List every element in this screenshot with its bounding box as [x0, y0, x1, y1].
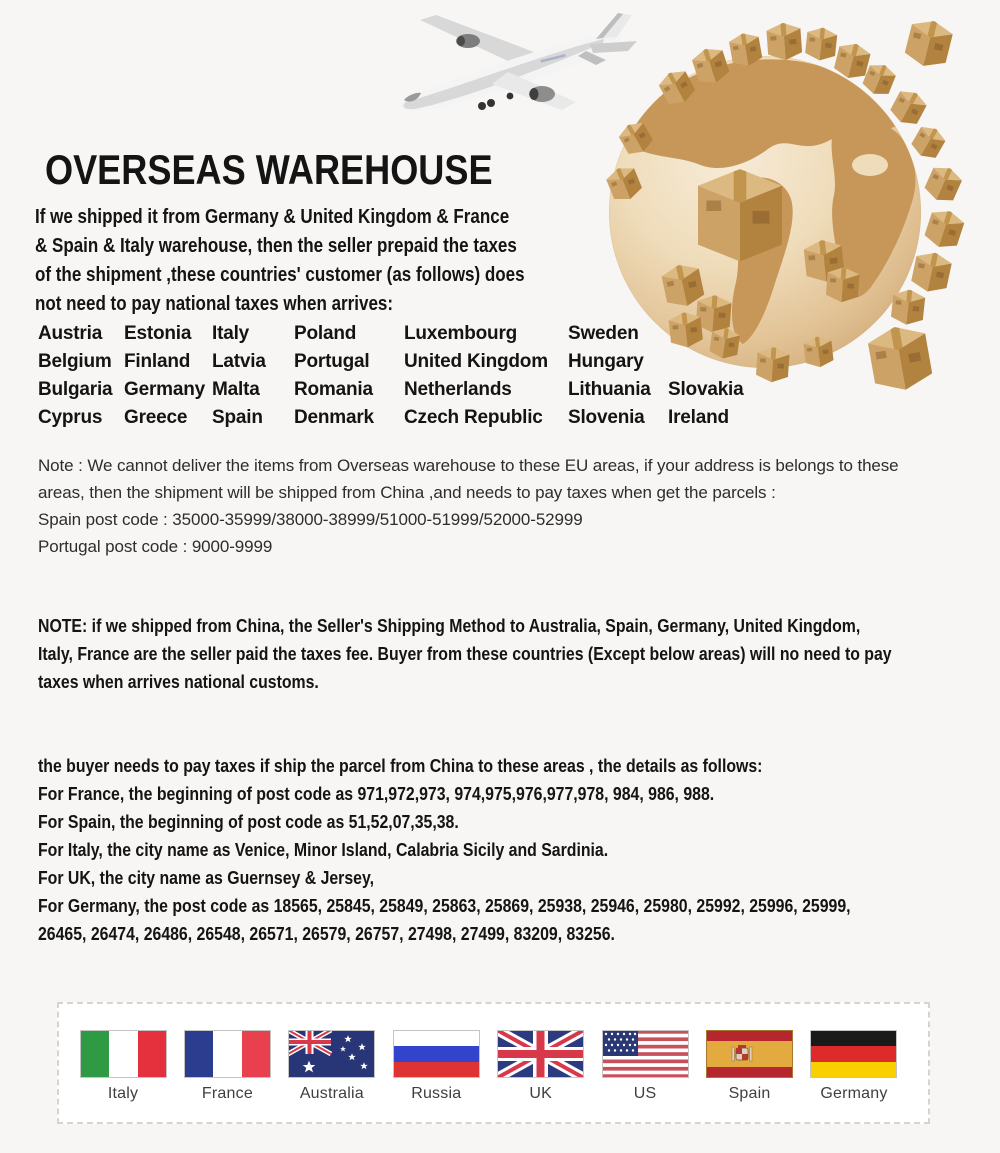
note-line: areas, then the shipment will be shipped from China ,and needs to pay taxes when get the parcels :: [38, 483, 776, 502]
country: Slovakia: [668, 379, 744, 400]
countries-grid: [38, 320, 744, 432]
flag-label: Germany: [820, 1085, 888, 1102]
country: Cyprus: [38, 407, 103, 428]
country: Austria: [38, 323, 103, 344]
country: Hungary: [568, 351, 644, 372]
note-line: For Italy, the city name as Venice, Minor Island, Calabria Sicily and Sardinia.: [38, 840, 609, 860]
flag-label: Australia: [299, 1085, 364, 1102]
intro-line: & Spain & Italy warehouse, then the seller prepaid the taxes: [35, 235, 517, 257]
country: Poland: [294, 323, 357, 344]
country: Estonia: [124, 323, 192, 344]
flag-label: Italy: [107, 1085, 139, 1102]
intro-paragraph: [35, 203, 525, 319]
country: Belgium: [38, 351, 112, 372]
russia-flag-icon: [393, 1030, 480, 1078]
flag-item-uk: [497, 1030, 585, 1103]
flag-item-germany: [810, 1030, 898, 1103]
us-flag-icon: [602, 1030, 689, 1078]
germany-flag-icon: [810, 1030, 897, 1078]
note-line: For Spain, the beginning of post code as 51,52,07,35,38.: [38, 812, 459, 832]
country: Italy: [212, 323, 250, 344]
china-shipping-note: [38, 612, 892, 696]
intro-line: If we shipped it from Germany & United Kingdom & France: [35, 206, 510, 228]
note-line: taxes when arrives national customs.: [38, 672, 319, 692]
country: Sweden: [568, 323, 639, 344]
country: Lithuania: [568, 379, 651, 400]
italy-flag-icon: [80, 1030, 167, 1078]
france-flag-icon: [184, 1030, 271, 1078]
country: Germany: [124, 379, 205, 400]
note-line: Spain post code : 35000-35999/38000-38999/51000-51999/52000-52999: [38, 510, 583, 529]
country: Latvia: [212, 351, 266, 372]
note-line: Portugal post code : 9000-9999: [38, 537, 273, 556]
flags-row: [59, 1004, 928, 1103]
flag-item-france: [183, 1030, 271, 1103]
country: Denmark: [294, 407, 374, 428]
country: Spain: [212, 407, 263, 428]
note-line: 26465, 26474, 26486, 26548, 26571, 26579, 26757, 27498, 27499, 83209, 83256.: [38, 924, 615, 944]
country: Ireland: [668, 407, 729, 428]
note-line: Italy, France are the seller paid the taxes fee. Buyer from these countries (Except below areas) will no need to pay: [38, 644, 892, 664]
note-line: For UK, the city name as Guernsey & Jersey,: [38, 868, 375, 888]
flag-label: Russia: [411, 1085, 462, 1102]
countries-row: [38, 376, 744, 404]
flag-item-us: [601, 1030, 689, 1103]
country: Finland: [124, 351, 191, 372]
uk-flag-icon: [497, 1030, 584, 1078]
note-line: For Germany, the post code as 18565, 25845, 25849, 25863, 25869, 25938, 25946, 25980, 25992, 25996, 25999,: [38, 896, 851, 916]
flag-item-italy: [79, 1030, 167, 1103]
country: Czech Republic: [404, 407, 543, 428]
countries-row: [38, 320, 744, 348]
note-line: For France, the beginning of post code as 971,972,973, 974,975,976,977,978, 984, 986, 988.: [38, 784, 715, 804]
flag-item-australia: [288, 1030, 376, 1103]
buyer-tax-details: [38, 752, 851, 948]
country: United Kingdom: [404, 351, 548, 372]
country: Portugal: [294, 351, 370, 372]
country: Netherlands: [404, 379, 512, 400]
flag-item-spain: [706, 1030, 794, 1103]
eu-delivery-note: [38, 452, 899, 560]
countries-row: [38, 348, 744, 376]
country: Luxembourg: [404, 323, 518, 344]
intro-line: not need to pay national taxes when arrives:: [35, 293, 394, 315]
spain-flag-icon: [706, 1030, 793, 1078]
note-line: the buyer needs to pay taxes if ship the parcel from China to these areas , the details as follows:: [38, 756, 763, 776]
australia-flag-icon: [288, 1030, 375, 1078]
flag-item-russia: [392, 1030, 480, 1103]
flag-label: US: [633, 1085, 657, 1102]
country: [668, 320, 744, 348]
note-line: Note : We cannot deliver the items from Overseas warehouse to these EU areas, if your address is belongs to these: [38, 456, 899, 475]
country: Romania: [294, 379, 373, 400]
note-line: NOTE: if we shipped from China, the Seller's Shipping Method to Australia, Spain, Germany, United Kingdom,: [38, 616, 861, 636]
country: Greece: [124, 407, 188, 428]
country: [668, 348, 744, 376]
country: Bulgaria: [38, 379, 113, 400]
flag-label: UK: [529, 1085, 552, 1102]
country: Malta: [212, 379, 260, 400]
countries-row: [38, 404, 744, 432]
page-title: OVERSEAS WAREHOUSE: [45, 146, 493, 193]
flag-label: Spain: [728, 1085, 771, 1102]
intro-line: of the shipment ,these countries' customer (as follows) does: [35, 264, 525, 286]
country: Slovenia: [568, 407, 645, 428]
flags-panel: [57, 1002, 930, 1124]
flag-label: France: [201, 1085, 253, 1102]
